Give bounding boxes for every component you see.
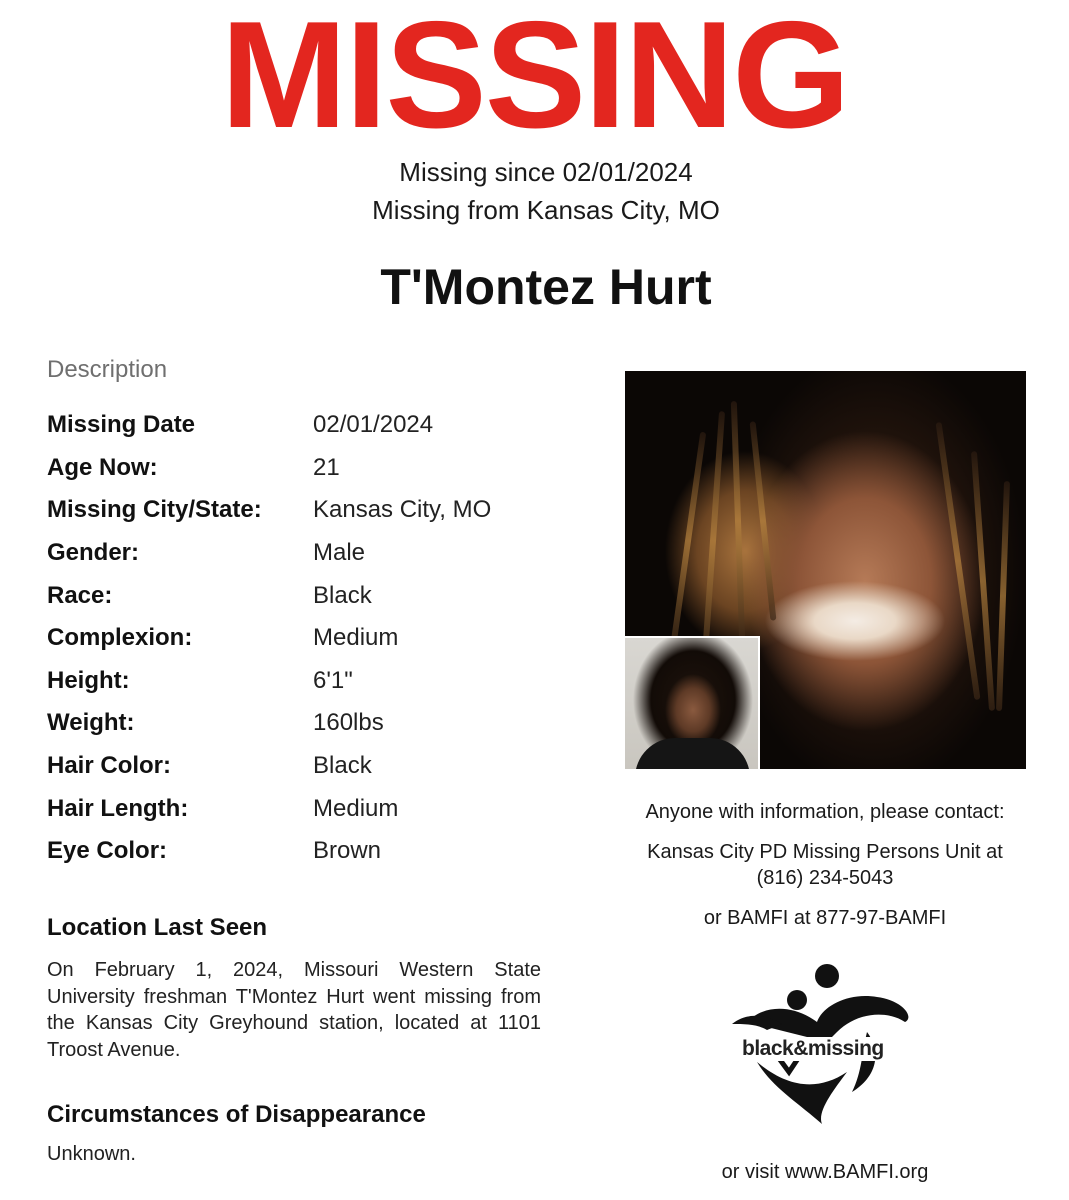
info-label: Hair Length: [47,794,189,822]
location-last-seen-text: On February 1, 2024, Missouri Western State University freshman T'Montez Hurt went missing from the Kansas City Greyhound station, located at 1101 Troost Avenue. [47,959,541,1061]
info-value: Black [313,581,372,609]
contact-bamfi: or BAMFI at 877-97-BAMFI [703,907,947,929]
info-value: Brown [313,837,382,865]
info-value: 6'1" [313,666,353,694]
info-label: Gender: [47,539,140,567]
info-row [47,787,567,830]
contact-website[interactable]: or visit www.BAMFI.org [721,1161,929,1183]
info-label: Eye Color: [47,837,168,865]
info-row [47,660,567,703]
location-last-seen-heading: Location Last Seen [47,914,268,941]
missing-from-text: Missing from Kansas City, MO [372,195,720,225]
info-label: Race: [47,581,113,609]
person-name: T'Montez Hurt [380,259,712,315]
description-table [47,404,567,873]
info-label: Missing Date [47,411,196,439]
info-row [47,489,567,532]
info-value: Male [313,539,366,567]
description-heading: Description [47,356,168,383]
info-row [47,702,567,745]
info-row [47,830,567,873]
info-label: Height: [47,666,130,694]
info-value: Kansas City, MO [313,496,492,524]
info-label: Hair Color: [47,752,172,780]
info-row [47,532,567,575]
info-label: Weight: [47,709,135,737]
info-value: Medium [313,794,399,822]
info-value: 02/01/2024 [313,411,434,439]
missing-headline: MISSING [220,0,849,160]
logo-wordmark: black&missing [742,1037,884,1060]
info-label: Complexion: [47,624,193,652]
info-row [47,447,567,490]
info-value: 21 [313,453,340,481]
contact-phone: (816) 234-5043 [756,867,894,889]
person-photo-inset [625,636,760,769]
contact-agency: Kansas City PD Missing Persons Unit at [647,841,1003,863]
circumstances-text: Unknown. [47,1143,136,1165]
circumstances-heading: Circumstances of Disappearance [47,1101,426,1128]
info-row [47,617,567,660]
missing-since-text: Missing since 02/01/2024 [399,157,693,187]
info-label: Age Now: [47,453,158,481]
info-value: Black [313,752,372,780]
info-value: 160lbs [313,709,384,737]
info-value: Medium [313,624,399,652]
info-label: Missing City/State: [47,496,262,524]
info-row [47,745,567,788]
contact-intro: Anyone with information, please contact: [645,801,1005,823]
info-row [47,404,567,447]
info-row [47,574,567,617]
